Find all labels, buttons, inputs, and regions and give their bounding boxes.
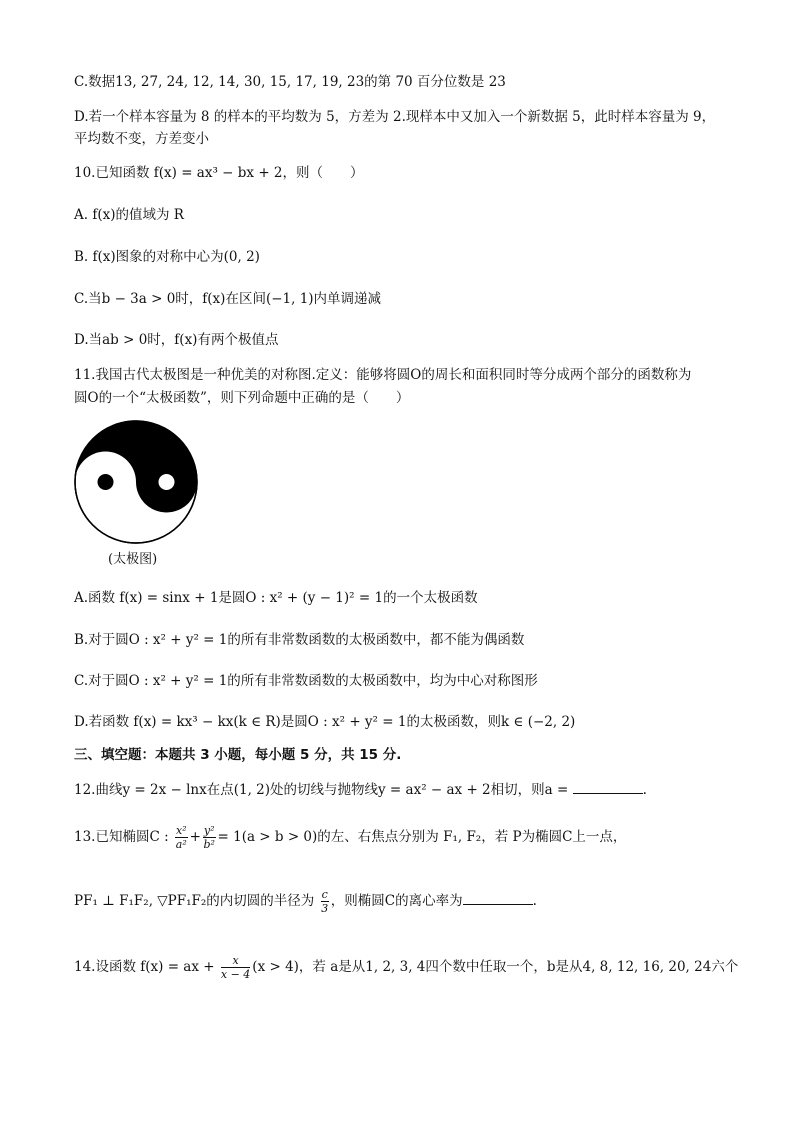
question-10-option-a: A. f(x)的值域为 R: [74, 207, 184, 223]
question-14-post: (x > 4)，若 a是从1, 2, 3, 4四个数中任取一个，b是从4, 8, 12, 16, 20, 24六个: [252, 959, 739, 975]
taiji-caption: (太极图): [108, 552, 158, 567]
option-d-line: D.若一个样本容量为 8 的样本的平均数为 5，方差为 2.现样本中又加入一个新数据 5，此时样本容量为 9，: [74, 109, 716, 125]
fraction-x2-a2: $\frac{\text{x²}}{\text{a²}}$: [175, 824, 187, 851]
option-c-line: C.数据13, 27, 24, 12, 14, 30, 15, 17, 19, 23的第 70 百分位数是 23: [74, 74, 506, 90]
question-13-post: = 1(a > b > 0)的左、右焦点分别为 F₁, F₂，若 P为椭圆C上一点，: [217, 829, 627, 845]
fraction-x-over-x-4: $\frac{x}{x - 4}$: [220, 954, 251, 981]
answer-blank-12: [573, 781, 643, 794]
taiji-diagram: [73, 419, 199, 545]
question-12-text: 12.曲线y = 2x − lnx在点(1, 2)处的切线与抛物线y = ax² − ax + 2相切，则a =: [74, 782, 569, 798]
question-11-option-a: A.函数 f(x) = sinx + 1是圆O : x² + (y − 1)² = 1的一个太极函数: [74, 590, 478, 606]
question-11: 11.我国古代太极图是一种优美的对称图.定义：能够将圆O的周长和面积同时等分成两个部分的函数称为: [74, 367, 692, 383]
taiji-black-dot: [98, 474, 114, 490]
question-14: [74, 952, 738, 982]
section-3-title: 三、填空题：本题共 3 小题，每小题 5 分，共 15 分.: [74, 747, 402, 763]
question-10-option-b: B. f(x)图象的对称中心为(0, 2): [74, 249, 260, 265]
question-13: 13.已知椭圆C : $\frac{\text{x²}}{\text{a²}}$ + $\frac{\text{y²}}{\text{b²}}$ = 1(a > b > 0)的左、右焦点分别为 F₁, F₂，若 P为椭圆C上一点，: [74, 824, 627, 851]
question-13-pre: 13.已知椭圆C :: [74, 829, 169, 845]
question-10-option-d: D.当ab > 0时，f(x)有两个极值点: [74, 332, 279, 348]
question-10: 10.已知函数 f(x) = ax³ − bx + 2，则（ ）: [74, 165, 364, 181]
fraction-y2-b2: $\frac{\text{y²}}{\text{b²}}$: [203, 824, 215, 851]
question-12: 12.曲线y = 2x − lnx在点(1, 2)处的切线与抛物线y = ax² − ax + 2相切，则a = .: [74, 782, 647, 798]
option-d-continued: 平均数不变，方差变小: [74, 131, 209, 147]
question-11-option-b: B.对于圆O : x² + y² = 1的所有非常数函数的太极函数中，都不能为偶函数: [74, 632, 525, 648]
question-10-option-c: C.当b − 3a > 0时，f(x)在区间(−1, 1)内单调递减: [74, 291, 382, 307]
question-13-continued: PF₁ ⊥ F₁F₂, ▽PF₁F₂的内切圆的半径为 $\frac{c}{3}$ ，则椭圆C的离心率为 .: [74, 888, 537, 915]
question-13b-pre: PF₁ ⊥ F₁F₂, ▽PF₁F₂的内切圆的半径为: [74, 893, 315, 909]
question-14-pre: 14.设函数 f(x) = ax +: [74, 959, 215, 975]
question-11-option-c: C.对于圆O : x² + y² = 1的所有非常数函数的太极函数中，均为中心对称图形: [74, 673, 538, 689]
question-11-option-d: D.若函数 f(x) = kx³ − kx(k ∈ R)是圆O : x² + y² = 1的太极函数，则k ∈ (−2, 2): [74, 714, 576, 730]
question-13b-post: ，则椭圆C的离心率为: [330, 893, 463, 909]
answer-blank-13: [463, 892, 533, 905]
fraction-c-3: $\frac{c}{3}$: [321, 888, 329, 915]
taiji-white-dot: [159, 474, 175, 490]
question-11-continued: 圆O的一个“太极函数”，则下列命题中正确的是（ ）: [74, 390, 410, 406]
